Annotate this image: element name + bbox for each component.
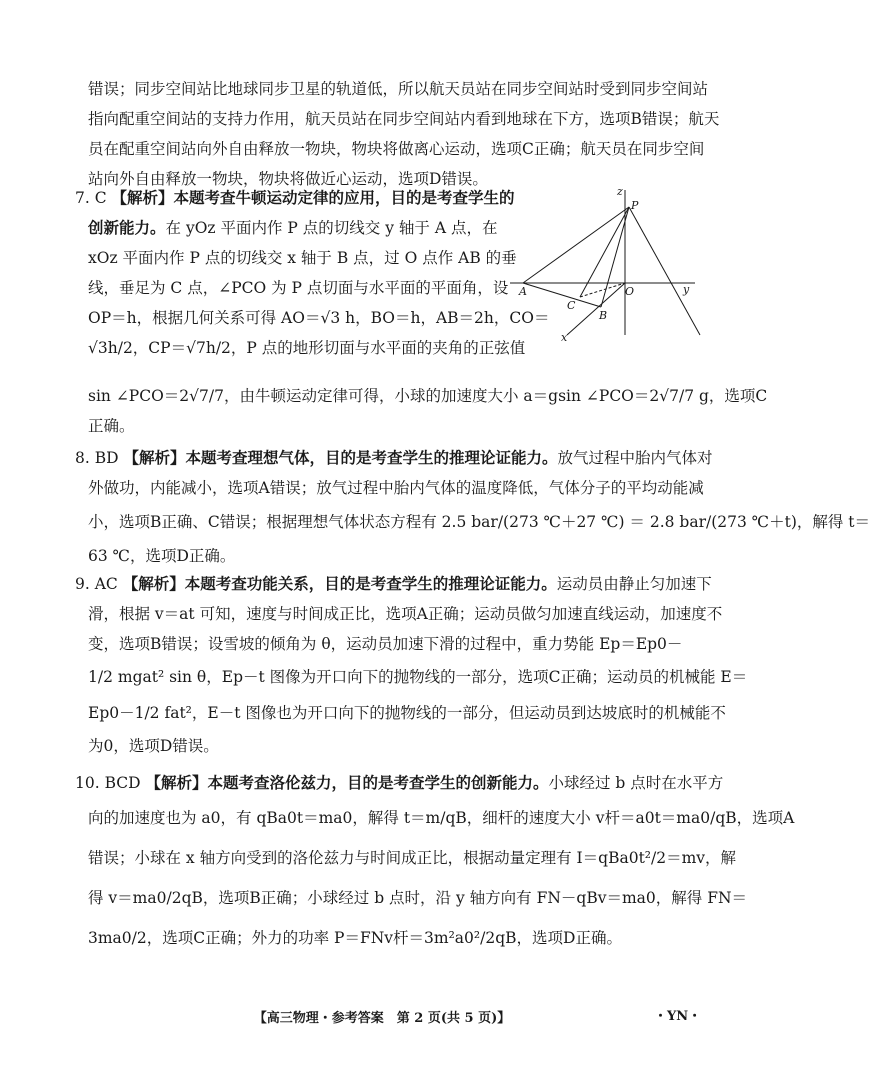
line-ab xyxy=(523,283,601,307)
slope-line xyxy=(629,207,700,335)
q7-text: 在 yOz 平面内作 P 点的切线交 y 轴于 A 点，在 xyxy=(165,219,498,237)
intro-line: 错误；同步空间站比地球同步卫星的轨道低，所以航天员站在同步空间站时受到同步空间站 xyxy=(88,80,709,98)
q8-number: 8. BD xyxy=(75,449,124,467)
q9-answer xyxy=(75,569,748,761)
q10-analysis-heading: 【解析】本题考查洛伦兹力，目的是考查学生的创新能力。 xyxy=(145,773,549,792)
q9-text: 运动员由静止匀加速下 xyxy=(556,575,712,593)
intro-line: 站向外自由释放一物块，物块将做近心运动，选项D错误。 xyxy=(88,170,488,188)
q7-line: sin ∠PCO＝2√7/7，由牛顿运动定律可得，小球的加速度大小 a＝gsin ∠PCO＝2√7/7 g，选项C xyxy=(88,387,768,405)
label-y: y xyxy=(683,283,690,296)
q7-answer xyxy=(75,183,550,363)
q9-line: 变，选项B错误；设雪坡的倾角为 θ，运动员加速下滑的过程中，重力势能 Ep＝Ep0－ xyxy=(88,635,683,653)
q7-line xyxy=(75,183,515,213)
q7-number: 7. C xyxy=(75,189,112,207)
q10-number: 10. BCD xyxy=(75,774,146,792)
q8-line: 63 ℃，选项D正确。 xyxy=(88,547,236,565)
q10-line: 向的加速度也为 a0，有 qBa0t＝ma0，解得 t＝m/qB，细杆的速度大小 v杆＝a0t＝ma0/qB，选项A xyxy=(88,809,795,827)
q10-line xyxy=(75,768,724,798)
q7-answer-cont xyxy=(88,381,768,441)
q7-geometry-figure xyxy=(505,185,705,345)
label-b: B xyxy=(599,309,608,322)
q7-line: 正确。 xyxy=(88,417,135,435)
q7-analysis-heading-cont: 创新能力。 xyxy=(88,218,166,237)
q10-line: 得 v＝ma0/2qB，选项B正确；小球经过 b 点时，沿 y 轴方向有 FN－qBv＝ma0，解得 FN＝ xyxy=(88,889,748,907)
label-p: P xyxy=(631,199,639,212)
q7-line xyxy=(75,213,498,243)
q7-line: xOz 平面内作 P 点的切线交 x 轴于 B 点，过 O 点作 AB 的垂 xyxy=(88,249,517,267)
intro-paragraph xyxy=(88,74,720,194)
q9-line: 1/2 mgat² sin θ，Ep－t 图像为开口向下的抛物线的一部分，选项C正确；运动员的机械能 E＝ xyxy=(88,668,748,686)
q8-line: 外做功，内能减小，选项A错误；放气过程中胎内气体的温度降低，气体分子的平均动能减 xyxy=(88,479,704,497)
q8-text: 放气过程中胎内气体对 xyxy=(557,449,713,467)
q9-line: 为0，选项D错误。 xyxy=(88,737,219,755)
q7-line: √3h/2，CP＝√7h/2，P 点的地形切面与水平面的夹角的正弦值 xyxy=(88,339,526,357)
q8-line: 小，选项B正确、C错误；根据理想气体状态方程有 2.5 bar/(273 ℃＋27 ℃) ＝ 2.8 bar/(273 ℃＋t)，解得 t＝ xyxy=(88,513,870,531)
q9-line: Ep0－1/2 fat²，E－t 图像也为开口向下的抛物线的一部分，但运动员到达坡底时的机械能不 xyxy=(88,704,726,722)
q7-line: 线，垂足为 C 点，∠PCO 为 P 点切面与水平面的平面角，设 xyxy=(88,279,509,297)
label-o: O xyxy=(625,285,635,298)
page-footer: 【高三物理・参考答案 第 2 页(共 5 页)】 xyxy=(253,1011,511,1026)
q10-line: 错误；小球在 x 轴方向受到的洛伦兹力与时间成正比，根据动量定理有 I＝qBa0t²/2＝mv，解 xyxy=(88,849,737,867)
q9-line: 滑，根据 v＝at 可知，速度与时间成正比，选项A正确；运动员做匀加速直线运动，加速度不 xyxy=(88,605,723,623)
intro-line: 员在配重空间站向外自由释放一物块，物块将做离心运动，选项C正确；航天员在同步空间 xyxy=(88,140,705,158)
q8-answer xyxy=(75,443,870,571)
footer-mark: ・YN・ xyxy=(654,1009,702,1024)
label-z: z xyxy=(617,185,623,198)
x-axis xyxy=(567,283,625,335)
label-x: x xyxy=(561,331,568,344)
q8-line xyxy=(75,443,713,473)
q8-analysis-heading: 【解析】本题考查理想气体，目的是考查学生的推理论证能力。 xyxy=(123,448,558,467)
q10-answer xyxy=(75,768,795,958)
q9-number: 9. AC xyxy=(75,575,123,593)
intro-line: 指向配重空间站的支持力作用，航天员站在同步空间站内看到地球在下方，选项B错误；航天 xyxy=(88,110,720,128)
q7-line: OP＝h，根据几何关系可得 AO＝√3 h，BO＝h，AB＝2h，CO＝ xyxy=(88,309,550,327)
q9-analysis-heading: 【解析】本题考查功能关系，目的是考查学生的推理论证能力。 xyxy=(122,574,557,593)
label-c: C xyxy=(567,299,576,312)
label-a: A xyxy=(519,285,527,298)
q10-line: 3ma0/2，选项C正确；外力的功率 P＝FNv杆＝3m²a0²/2qB，选项D正确。 xyxy=(88,929,622,947)
q9-line xyxy=(75,569,712,599)
q7-analysis-heading: 【解析】本题考查牛顿运动定律的应用，目的是考查学生的 xyxy=(111,188,515,207)
q10-text: 小球经过 b 点时在水平方 xyxy=(548,774,724,792)
line-ap xyxy=(523,207,629,283)
